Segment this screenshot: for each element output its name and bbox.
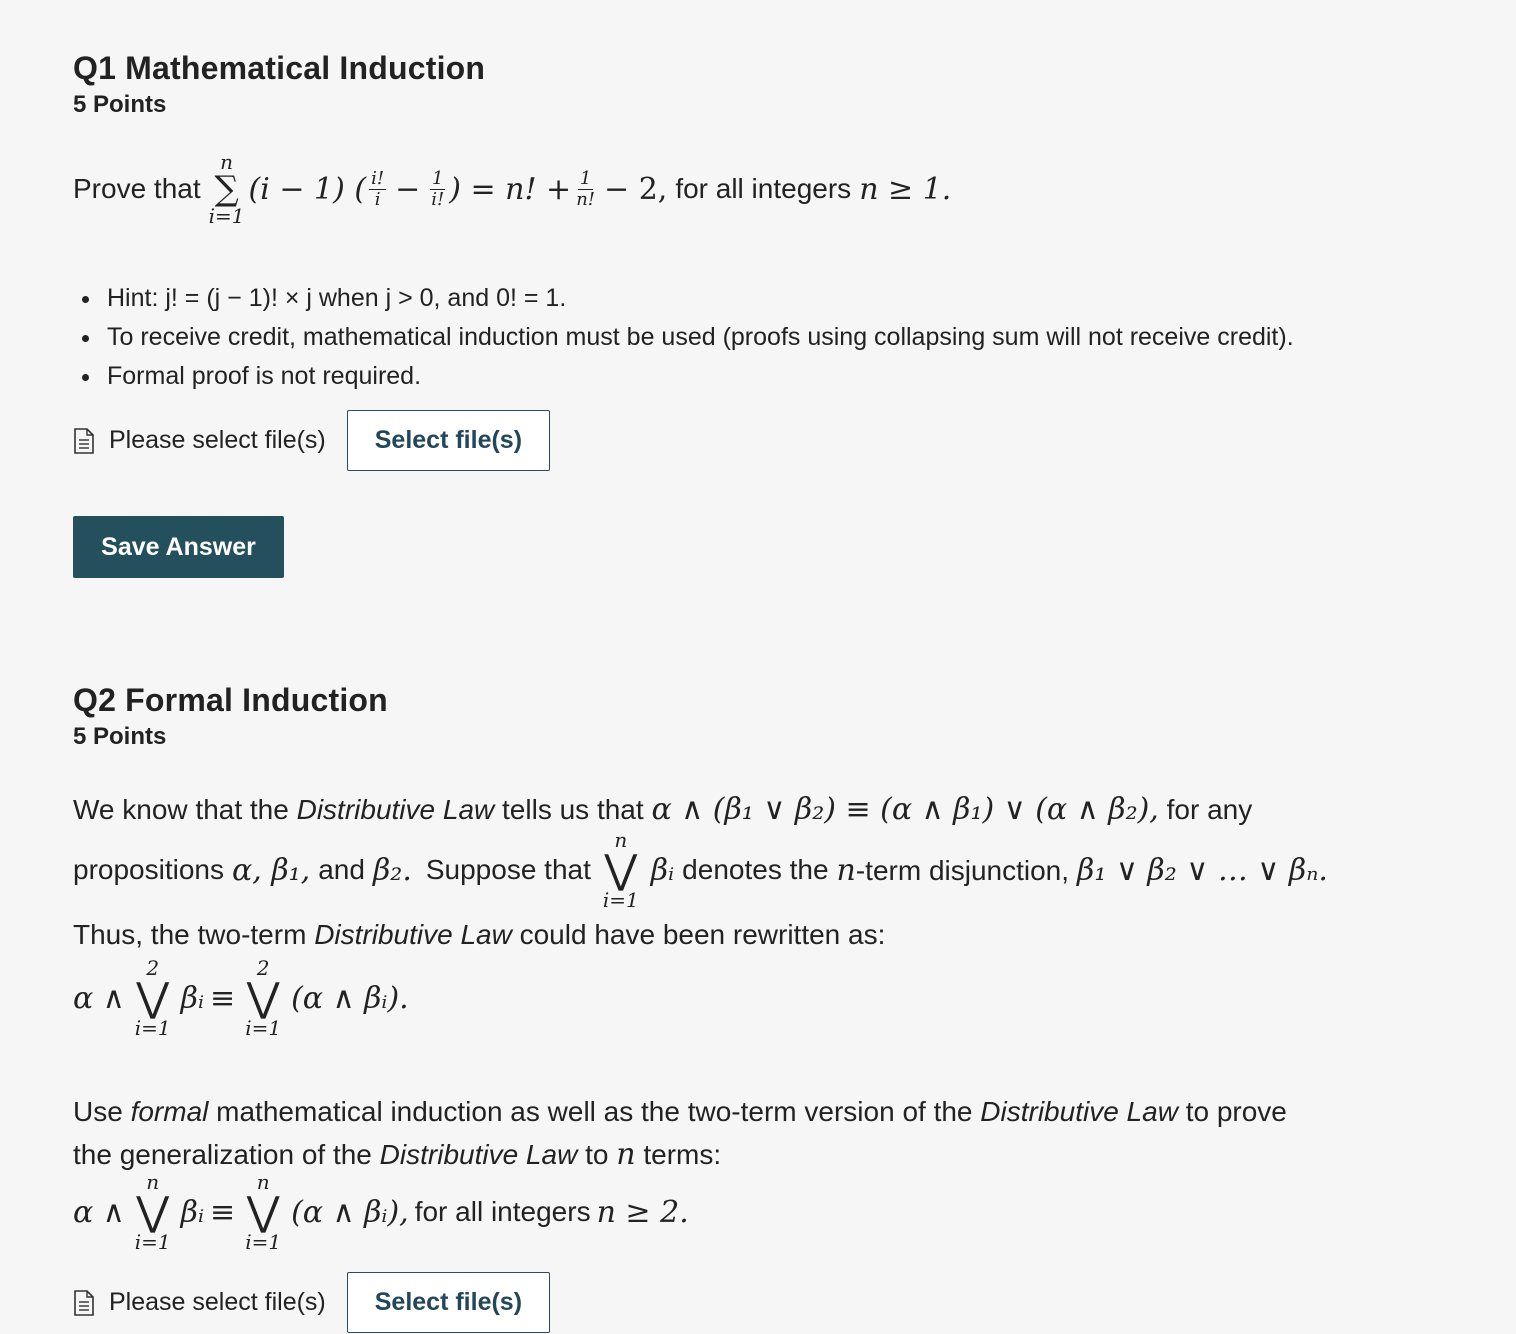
text: Thus, the two-term bbox=[73, 919, 307, 950]
text: for all integers bbox=[414, 1195, 591, 1227]
question-1-prompt bbox=[73, 152, 1473, 226]
question-1 bbox=[73, 50, 1473, 119]
upload-label: Please select file(s) bbox=[109, 426, 326, 454]
sum-upper: n bbox=[220, 150, 234, 174]
lower-limit: i=1 bbox=[134, 1230, 171, 1254]
lower-limit: i=1 bbox=[245, 1016, 282, 1040]
lower-limit: i=1 bbox=[245, 1230, 282, 1254]
q2-formula-1 bbox=[73, 958, 1473, 1038]
equiv: ≡ bbox=[210, 980, 236, 1016]
q2-paragraph-1 bbox=[73, 790, 1473, 829]
q2-paragraph-2 bbox=[73, 830, 1473, 910]
disjunction: β₁ ∨ β₂ ∨ … ∨ βₙ. bbox=[1077, 852, 1328, 888]
file-icon bbox=[73, 428, 95, 454]
upper-limit: 2 bbox=[146, 956, 160, 980]
text: could have been rewritten as: bbox=[519, 919, 886, 950]
text: the generalization of the bbox=[73, 1139, 372, 1170]
beta-2: β₂. bbox=[372, 852, 412, 888]
select-files-button[interactable]: Select file(s) bbox=[347, 1272, 550, 1333]
question-1-points: 5 Points bbox=[73, 91, 167, 118]
lower-limit: i=1 bbox=[602, 888, 639, 912]
hints-list-wrap bbox=[73, 279, 1473, 396]
frac-3-den: n! bbox=[576, 188, 596, 210]
bigvee-symbol: ⋁ bbox=[246, 975, 280, 1021]
condition: n ≥ 2. bbox=[596, 1194, 689, 1230]
rhs: (α ∧ βᵢ). bbox=[291, 980, 409, 1016]
law-name: Distributive Law bbox=[379, 1139, 578, 1170]
alpha-and: α ∧ bbox=[73, 1194, 125, 1230]
text: to prove bbox=[1185, 1096, 1287, 1127]
law-name: Distributive Law bbox=[314, 919, 512, 950]
equiv: ≡ bbox=[210, 1194, 236, 1230]
upper-limit: 2 bbox=[256, 956, 270, 980]
minus-sign: − bbox=[395, 171, 421, 207]
text: for any bbox=[1166, 794, 1253, 825]
text: Suppose that bbox=[425, 853, 591, 885]
hint-item: • To receive credit, mathematical induction must be used (proofs using collapsing sum will not receive credit). bbox=[103, 318, 1473, 357]
question-2-title: Q2 Formal Induction bbox=[73, 682, 388, 718]
bigvee-symbol: ⋁ bbox=[246, 1189, 280, 1235]
alpha-and: α ∧ bbox=[73, 980, 125, 1016]
question-2-points: 5 Points bbox=[73, 723, 167, 750]
bigvee-operator bbox=[245, 1172, 281, 1252]
n-var: n bbox=[616, 1137, 636, 1172]
beta-i: βᵢ bbox=[180, 980, 205, 1016]
hint-item: • Hint: j! = (j − 1)! × j when j > 0, and 0! = 1. bbox=[103, 279, 1473, 318]
frac-2-num: 1 bbox=[431, 167, 444, 189]
select-files-button[interactable]: Select file(s) bbox=[347, 410, 550, 471]
bigvee-symbol: ⋁ bbox=[604, 847, 638, 893]
text: Use bbox=[73, 1096, 123, 1127]
n-var: n bbox=[836, 852, 856, 888]
question-1-title: Q1 Mathematical Induction bbox=[73, 50, 486, 86]
upper-limit: n bbox=[614, 828, 628, 852]
upload-label: Please select file(s) bbox=[109, 1288, 326, 1316]
prompt-suffix: for all integers bbox=[675, 172, 852, 204]
text: -term disjunction, bbox=[855, 854, 1070, 886]
bigvee-operator bbox=[245, 958, 281, 1038]
text: We know that the bbox=[73, 794, 289, 825]
bigvee-operator bbox=[135, 958, 171, 1038]
sum-symbol: ∑ bbox=[214, 169, 239, 209]
n-term bbox=[837, 851, 1070, 890]
hints-list bbox=[73, 279, 1473, 396]
frac-1-num: i! bbox=[371, 167, 385, 189]
expr-a: (i − 1) ( bbox=[248, 171, 367, 207]
text: mathematical induction as well as the two-term version of the bbox=[216, 1096, 973, 1127]
bigvee-symbol: ⋁ bbox=[136, 975, 170, 1021]
q2-paragraph-3 bbox=[73, 917, 1473, 953]
text: tells us that bbox=[502, 794, 644, 825]
frac-1-den: i bbox=[374, 188, 381, 210]
law-name: Distributive Law bbox=[296, 794, 495, 825]
lower-limit: i=1 bbox=[134, 1016, 171, 1040]
beta-i: βᵢ bbox=[650, 852, 675, 888]
expr-c: − 2, bbox=[604, 171, 668, 207]
frac-3 bbox=[574, 169, 597, 210]
vars: α, β₁, bbox=[231, 852, 311, 888]
frac-2-den: i! bbox=[431, 188, 445, 210]
beta-i: βᵢ bbox=[180, 1194, 205, 1230]
text: propositions bbox=[73, 853, 224, 885]
summation-operator bbox=[209, 152, 245, 226]
hint-item: • Formal proof is not required. bbox=[103, 357, 1473, 396]
upper-limit: n bbox=[256, 1170, 270, 1194]
upper-limit: n bbox=[146, 1170, 160, 1194]
expr-b: ) = n! + bbox=[449, 171, 572, 207]
sum-lower: i=1 bbox=[208, 204, 245, 228]
frac-3-num: 1 bbox=[579, 167, 592, 189]
upload-row-2 bbox=[73, 1272, 1473, 1333]
file-icon bbox=[73, 1290, 95, 1316]
frac-2 bbox=[429, 169, 446, 210]
prompt-prefix: Prove that bbox=[73, 172, 201, 204]
frac-1 bbox=[369, 169, 386, 210]
save-wrap bbox=[73, 516, 1473, 578]
text: denotes the bbox=[682, 853, 829, 885]
bigvee-operator bbox=[603, 830, 639, 910]
q2-formula-2 bbox=[73, 1172, 1473, 1252]
formal-word: formal bbox=[130, 1096, 209, 1127]
condition: n ≥ 1. bbox=[859, 171, 952, 207]
law-name: Distributive Law bbox=[980, 1096, 1178, 1127]
text: terms: bbox=[643, 1139, 722, 1170]
text: and bbox=[318, 853, 365, 885]
bigvee-symbol: ⋁ bbox=[136, 1189, 170, 1235]
upload-row-1 bbox=[73, 410, 1473, 471]
save-answer-button[interactable]: Save Answer bbox=[73, 516, 284, 578]
bigvee-operator bbox=[135, 1172, 171, 1252]
q2-paragraph-4 bbox=[73, 1090, 1473, 1176]
rhs: (α ∧ βᵢ), bbox=[291, 1194, 409, 1230]
text: to bbox=[585, 1139, 609, 1170]
question-2 bbox=[73, 682, 1473, 751]
distributive-formula: α ∧ (β₁ ∨ β₂) ≡ (α ∧ β₁) ∨ (α ∧ β₂), bbox=[651, 792, 1159, 827]
